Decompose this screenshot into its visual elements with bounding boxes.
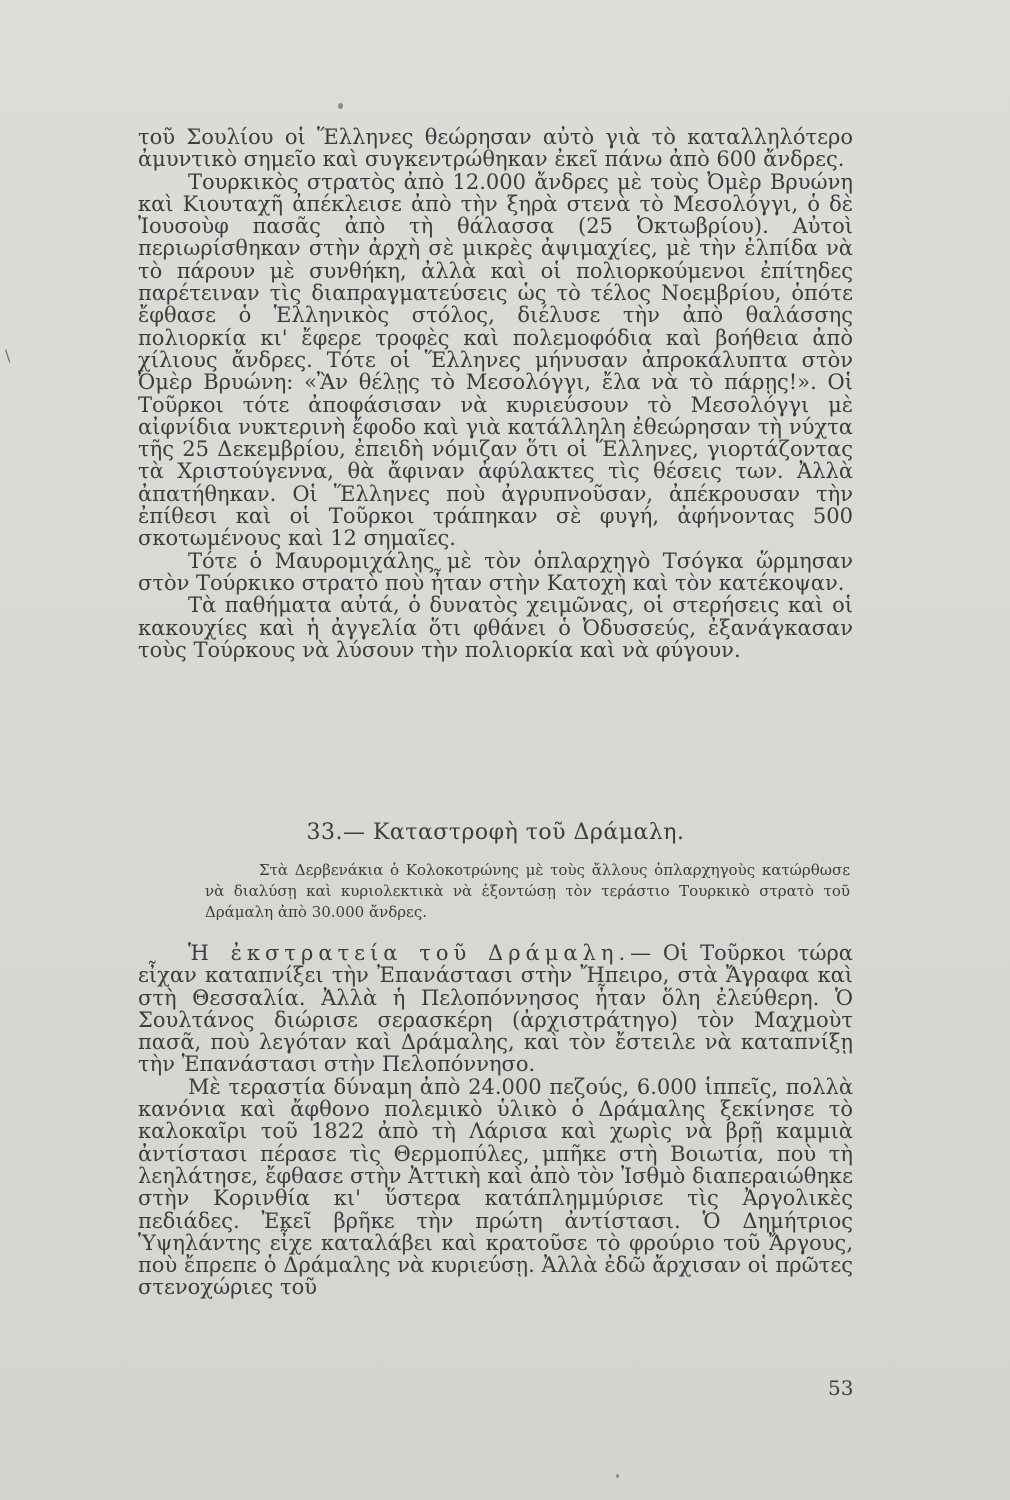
paragraph-siege-lifted: Τὰ παθήματα αὐτά, ὁ δυνατὸς χειμῶνας, οἱ στερήσεις καὶ οἱ κακουχίες καὶ ἡ ἀγγελία ὅτι φθάνει ὁ Ὀδυσσεύς, ἐξανάγκασαν τοὺς Τούρκους νὰ λύσουν τὴν πολιορκία καὶ νὰ φύγουν.	[138, 593, 853, 662]
section-lead-body: — Οἱ Τοῦρκοι τώρα εἶχαν καταπνίξει τὴν Ἐπανάστασι στὴν Ἤπειρο, στὰ Ἄγραφα καὶ στὴ Θεσσαλία. Ἀλλὰ ἡ Πελοπόννησος ἦταν ὅλη ἐλεύθερη. Ὁ Σουλτάνος διώρισε σερασκέρη (ἀρχιστράτηγο) τὸν Μαχμοὺτ πασᾶ, ποὺ λεγόταν καὶ Δράμαλης, καὶ τὸν ἔστειλε νὰ καταπνίξῃ τὴν Ἐπανάστασι στὴν Πελοπόννησο.	[138, 941, 853, 1077]
paragraph-souli-continuation: τοῦ Σουλίου οἱ Ἕλληνες θεώρησαν αὐτὸ γιὰ τὸ καταλληλότερο ἀμυντικὸ σημεῖο καὶ συγκεντρώθηκαν ἐκεῖ πάνω ἀπὸ 600 ἄνδρες.	[138, 125, 853, 172]
paper-speck	[616, 1474, 619, 1478]
chapter-summary: Στὰ Δερβενάκια ὁ Κολοκοτρώνης μὲ τοὺς ἄλλους ὁπλαρχηγοὺς κατώρθωσε νὰ διαλύσῃ καὶ κυριολεκτικὰ νὰ ἐξοντώσῃ τὸν τεράστιο Τουρκικὸ στρατὸ τοῦ Δράμαλη ἀπὸ 30.000 ἄνδρες.	[205, 861, 850, 921]
main-text-top	[138, 126, 853, 661]
paragraph-dramalis-advance: Μὲ τεραστία δύναμη ἀπὸ 24.000 πεζούς, 6.000 ἱππεῖς, πολλὰ κανόνια καὶ ἄφθονο πολεμικὸ ὑλικὸ ὁ Δράμαλης ξεκίνησε τὸ καλοκαῖρι τοῦ 1822 ἀπὸ τὴ Λάρισα καὶ χωρὶς νὰ βρῇ καμμιὰ ἀντίστασι πέρασε τὶς Θερμοπύλες, μπῆκε στὴ Βοιωτία, ποὺ τὴ λεηλάτησε, ἔφθασε στὴν Ἀττικὴ καὶ ἀπὸ τὸν Ἰσθμὸ διαπεραιώθηκε στὴν Κορινθία κι' ὕστερα κατάπλημμύρισε τὶς Ἀργολικὲς πεδιάδες. Ἐκεῖ βρῆκε τὴν πρώτη ἀντίστασι. Ὁ Δημήτριος Ὑψηλάντης εἶχε καταλάβει καὶ κρατοῦσε τὸ φρούριο τοῦ Ἄργους, ποὺ ἔπρεπε ὁ Δράμαλης νὰ κυριεύσῃ. Ἀλλὰ ἐδῶ ἄρχισαν οἱ πρῶτες στενοχώριες τοῦ	[138, 1074, 853, 1300]
paragraph-dramalis-campaign	[138, 942, 853, 1076]
margin-pencil-mark: \	[5, 346, 11, 365]
chapter-title: 33.— Καταστροφὴ τοῦ Δράμαλη.	[306, 820, 685, 845]
main-text-bottom	[138, 942, 853, 1299]
section-lead-heading: Ἡ ἐκστρατεία τοῦ Δράμαλη.	[188, 941, 631, 965]
paragraph-siege-mesolongi: Τουρκικὸς στρατὸς ἀπὸ 12.000 ἄνδρες μὲ τοὺς Ὀμὲρ Βρυώνη καὶ Κιουταχῆ ἀπέκλεισε ἀπὸ τὴν ξηρὰ στενὰ τὸ Μεσολόγγι, ὁ δὲ Ἰουσοὺφ πασᾶς ἀπὸ τὴ θάλασσα (25 Ὀκτωβρίου). Αὐτοὶ περιωρίσθηκαν στὴν ἀρχὴ σὲ μικρὲς ἀψιμαχίες, μὲ τὴν ἐλπίδα νὰ τὸ πάρουν μὲ συνθήκη, ἀλλὰ καὶ οἱ πολιορκούμενοι ἐπίτηδες παρέτειναν τὶς διαπραγματεύσεις ὡς τὸ τέλος Νοεμβρίου, ὁπότε ἔφθασε ὁ Ἑλληνικὸς στόλος, διέλυσε τὴν ἀπὸ θαλάσσης πολιορκία κι' ἔφερε τροφὲς καὶ πολεμοφόδια καὶ βοήθεια ἀπὸ χίλιους ἄνδρες. Τότε οἱ Ἕλληνες μήνυσαν ἀπροκάλυπτα στὸν Ὀμὲρ Βρυώνη: «Ἂν θέλῃς τὸ Μεσολόγγι, ἔλα νὰ τὸ πάρῃς!». Οἱ Τοῦρκοι τότε ἀποφάσισαν νὰ κυριεύσουν τὸ Μεσολόγγι μὲ αἰφνίδια νυκτερινὴ ἔφοδο καὶ γιὰ κατάλληλη ἐθεώρησαν τὴ νύχτα τῆς 25 Δεκεμβρίου, ἐπειδὴ νόμιζαν ὅτι οἱ Ἕλληνες, γιορτάζοντας τὰ Χριστούγεννα, θὰ ἄφιναν ἀφύλακτες τὶς θέσεις των. Ἀλλὰ ἀπατήθηκαν. Οἱ Ἕλληνες ποὺ ἀγρυπνοῦσαν, ἀπέκρουσαν τὴν ἐπίθεσι καὶ οἱ Τοῦρκοι τράπηκαν σὲ φυγή, ἀφήνοντας 500 σκοτωμένους καὶ 12 σημαῖες.	[138, 169, 853, 551]
paragraph-mavromichalis: Τότε ὁ Μαυρομιχάλης μὲ τὸν ὁπλαρχηγὸ Τσόγκα ὥρμησαν στὸν Τούρκικο στρατὸ ποὺ ἦταν στὴν Κατοχὴ καὶ τὸν κατέκοψαν.	[138, 548, 853, 595]
page-number: 53	[828, 1376, 854, 1400]
paper-speck	[338, 103, 343, 109]
